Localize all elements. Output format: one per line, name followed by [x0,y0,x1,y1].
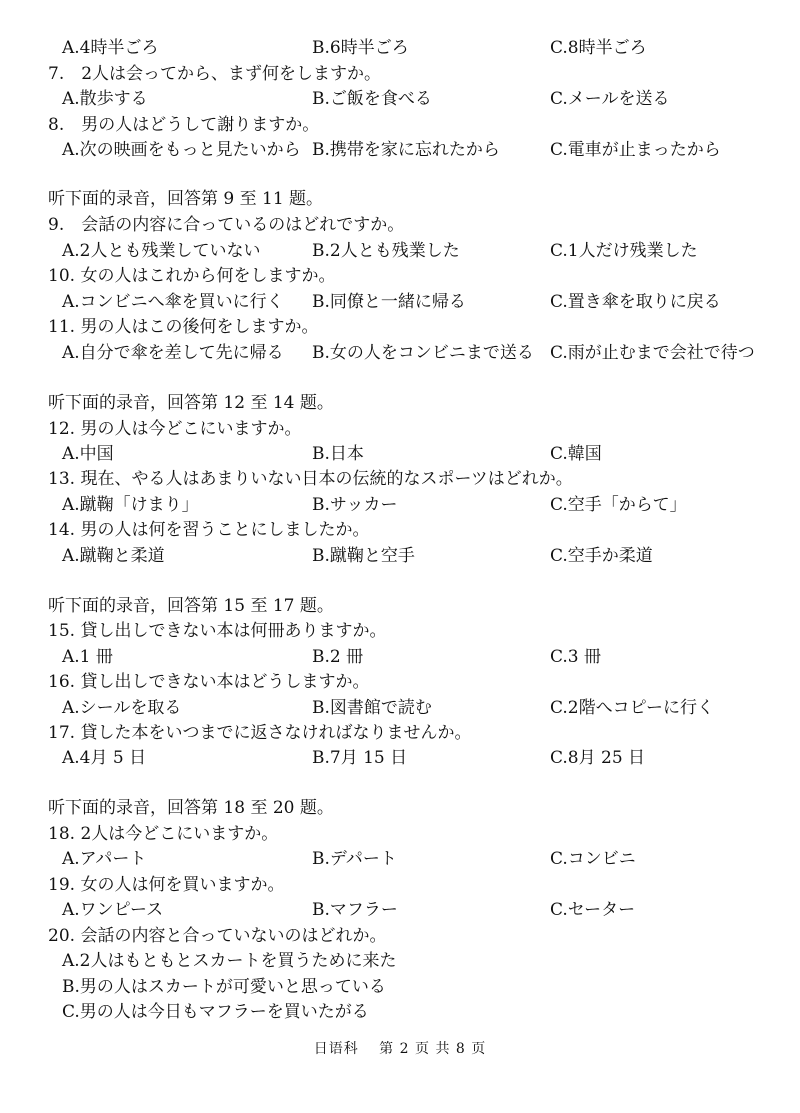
q13-options [62,494,782,516]
q7-option-c[interactable]: C.メールを送る [550,89,670,109]
q17-option-c[interactable]: C.8月 25 日 [550,748,646,768]
q9-options [62,240,782,262]
q15-options [62,646,782,668]
q7-option-a[interactable]: A.散歩する [62,89,148,109]
q19-option-b[interactable]: B.マフラー [312,900,398,920]
q18-option-b[interactable]: B.デパート [312,849,397,869]
q17-option-b[interactable]: B.7月 15 日 [312,748,408,768]
question-18: 18. 2人は今どこにいますか。 [48,824,279,844]
q15-option-b[interactable]: B.2 冊 [312,647,364,667]
q11-option-c[interactable]: C.雨が止むまで会社で待つ [550,343,755,363]
q16-options [62,697,782,719]
q6-option-b[interactable]: B.6時半ごろ [312,38,409,58]
q11-option-b[interactable]: B.女の人をコンビニまで送る [312,343,534,363]
q16-option-b[interactable]: B.図書館で読む [312,698,432,718]
question-16: 16. 貸し出しできない本はどうしますか。 [48,672,370,692]
section-heading-15-17: 听下面的录音，回答第 15 至 17 题。 [48,596,334,616]
q20-option-b[interactable]: B.男の人はスカートが可愛いと思っている [62,977,386,997]
q18-option-c[interactable]: C.コンビニ [550,849,636,869]
q10-options [62,291,782,313]
q13-option-b[interactable]: B.サッカー [312,495,398,515]
q14-option-c[interactable]: C.空手か柔道 [550,546,653,566]
q16-option-c[interactable]: C.2階へコピーに行く [550,698,714,718]
q9-option-b[interactable]: B.2人とも残業した [312,241,460,261]
q10-option-b[interactable]: B.同僚と一緒に帰る [312,292,466,312]
q18-option-a[interactable]: A.アパート [62,849,147,869]
q9-option-a[interactable]: A.2人とも残業していない [62,241,261,261]
question-15: 15. 貸し出しできない本は何冊ありますか。 [48,621,387,641]
q8-option-a[interactable]: A.次の映画をもっと見たいから [62,140,301,160]
question-9: 9. 会話の内容に合っているのはどれですか。 [48,215,405,235]
q18-options [62,848,782,870]
question-12: 12. 男の人は今どこにいますか。 [48,419,302,439]
q7-option-b[interactable]: B.ご飯を食べる [312,89,432,109]
q14-options [62,545,782,567]
q12-options [62,443,782,465]
question-17: 17. 貸した本をいつまでに返さなければなりませんか。 [48,723,472,743]
q7-options [62,88,782,110]
q10-option-a[interactable]: A.コンビニへ傘を買いに行く [62,292,284,312]
q12-option-c[interactable]: C.韓国 [550,444,602,464]
q8-option-c[interactable]: C.電車が止まったから [550,140,721,160]
q12-option-b[interactable]: B.日本 [312,444,364,464]
question-13: 13. 現在、やる人はあまりいない日本の伝統的なスポーツはどれか。 [48,469,573,489]
q14-option-a[interactable]: A.蹴鞠と柔道 [62,546,165,566]
q19-option-a[interactable]: A.ワンピース [62,900,164,920]
q17-option-a[interactable]: A.4月 5 日 [62,748,147,768]
q11-options [62,342,782,364]
q9-option-c[interactable]: C.1人だけ残業した [550,241,698,261]
section-heading-12-14: 听下面的录音，回答第 12 至 14 题。 [48,393,334,413]
q20-option-c[interactable]: C.男の人は今日もマフラーを買いたがる [62,1002,369,1022]
q6-option-a[interactable]: A.4時半ごろ [62,38,159,58]
q14-option-b[interactable]: B.蹴鞠と空手 [312,546,415,566]
page-footer: 日语科 第 2 页 共 8 页 [313,1041,487,1057]
question-14: 14. 男の人は何を習うことにしましたか。 [48,520,370,540]
q15-option-a[interactable]: A.1 冊 [62,647,113,667]
q15-option-c[interactable]: C.3 冊 [550,647,602,667]
question-10: 10. 女の人はこれから何をしますか。 [48,266,336,286]
q10-option-c[interactable]: C.置き傘を取りに戻る [550,292,721,312]
q13-option-a[interactable]: A.蹴鞠「けまり」 [62,495,199,515]
question-19: 19. 女の人は何を買いますか。 [48,875,285,895]
question-11: 11. 男の人はこの後何をしますか。 [48,317,319,337]
q13-option-c[interactable]: C.空手「からて」 [550,495,687,515]
q6-options [62,37,782,59]
q11-option-a[interactable]: A.自分で傘を差して先に帰る [62,343,284,363]
q12-option-a[interactable]: A.中国 [62,444,114,464]
q19-options [62,899,782,921]
q19-option-c[interactable]: C.セーター [550,900,636,920]
q20-option-a[interactable]: A.2人はもともとスカートを買うために来た [62,951,397,971]
q17-options [62,747,782,769]
q16-option-a[interactable]: A.シールを取る [62,698,182,718]
question-7: 7. 2人は会ってから、まず何をしますか。 [48,64,382,84]
section-heading-9-11: 听下面的录音，回答第 9 至 11 题。 [48,189,324,209]
question-20: 20. 会話の内容と合っていないのはどれか。 [48,926,387,946]
section-heading-18-20: 听下面的录音，回答第 18 至 20 题。 [48,798,334,818]
q8-option-b[interactable]: B.携帯を家に忘れたから [312,140,500,160]
question-8: 8. 男の人はどうして謝りますか。 [48,115,320,135]
q6-option-c[interactable]: C.8時半ごろ [550,38,647,58]
q8-options [62,139,782,161]
